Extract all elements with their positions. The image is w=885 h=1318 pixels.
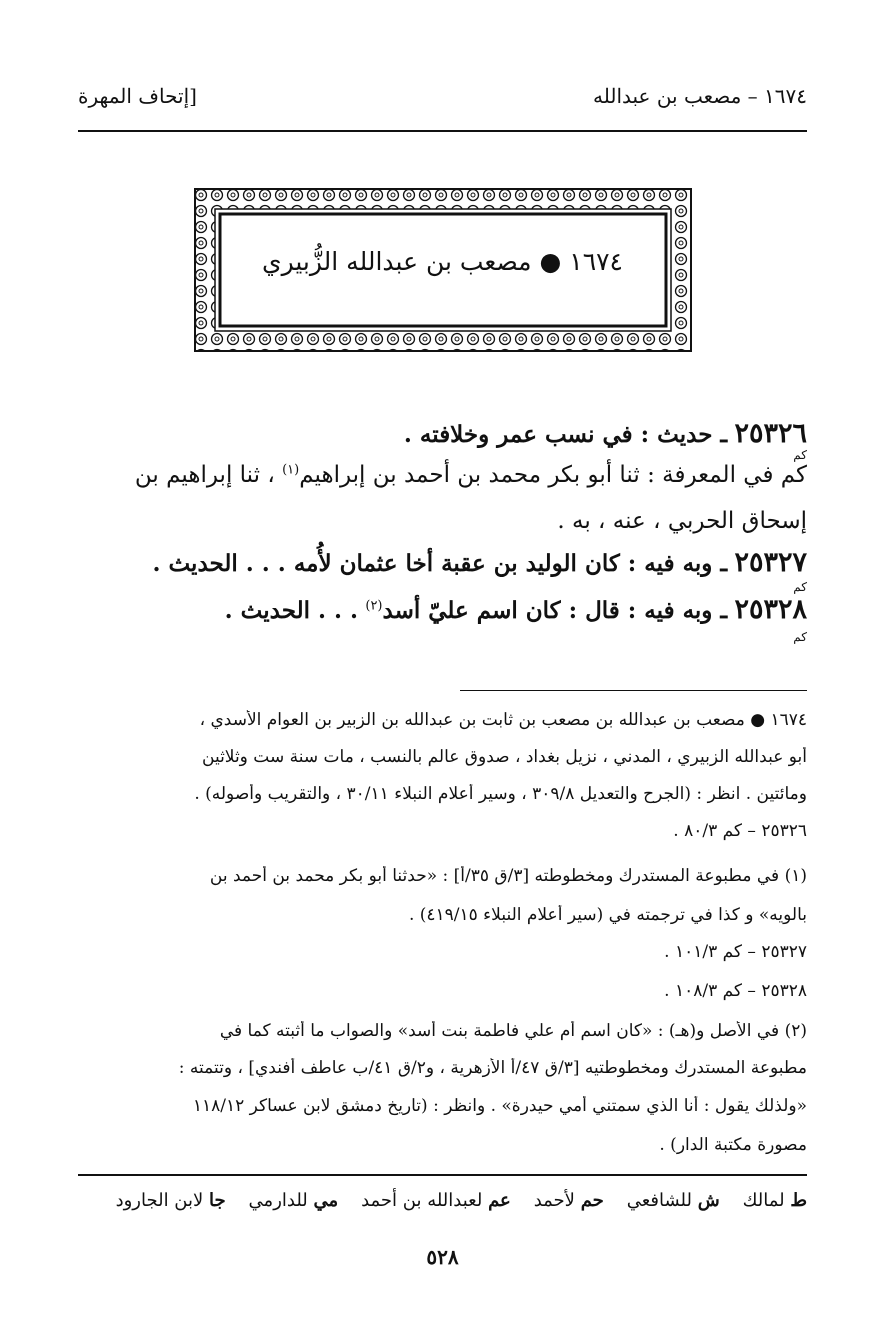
footnote-ref-2: (٢) (365, 598, 383, 614)
entry-number: ٢٥٣٢٦ (734, 418, 807, 449)
abbrev-item: ش للشافعي (626, 1190, 720, 1211)
running-header-book: [إتحاف المهرة (78, 84, 197, 108)
footnote-line: ومائتين . انظر : (الجرح والتعديل ٣٠٩/٨ ، وسير أعلام النبلاء ٣٠/١١ ، والتقريب وأصوله) . (194, 784, 807, 804)
footnote-line: ٢٥٣٢٨ – كم ١٠٨/٣ . (664, 981, 807, 1001)
hadith-entry-25326 (404, 418, 807, 449)
abbrev-item: جا لابن الجارود (115, 1190, 226, 1211)
bottom-rule (78, 1174, 807, 1176)
footnote-line: أبو عبدالله الزبيري ، المدني ، نزيل بغداد ، صدوق عالم بالنسب ، مات سنة ست وثلاثين (202, 747, 807, 767)
abbrev-item: مي للدارمي (248, 1190, 339, 1211)
abbrev-item: عم لعبدالله بن أحمد (361, 1190, 511, 1211)
entry-text: ـ حديث : في نسب عمر وخلافته . (403, 421, 728, 448)
entry-isnad-line: كم في المعرفة : ثنا أبو بكر محمد بن أحمد بن إبراهيم$^{(١)}$ ، ثنا إبراهيم بن (134, 462, 807, 488)
chapter-title: ١٦٧٤ ● مصعب بن عبدالله الزُّبيري (262, 247, 623, 276)
source-code: كم (793, 630, 807, 644)
entry-number: ٢٥٣٢٨ (734, 594, 807, 625)
footnote-line: بالويه» و كذا في ترجمته في (سير أعلام النبلاء ٤١٩/١٥) . (408, 905, 807, 925)
footnote-line: (٢) في الأصل و(هـ) : «كان اسم أم علي فاطمة بنت أسد» والصواب ما أثبته كما في (219, 1021, 807, 1041)
hadith-entry-25328: ٢٥٣٢٨ ـ وبه فيه : قال : كان اسم عليّ أسد$^{(٢)}$ . . . الحديث . (224, 594, 807, 625)
abbrev-item: ط لمالك (742, 1190, 807, 1211)
page-number: ٥٢٨ (426, 1245, 459, 1269)
footnote-line: ٢٥٣٢٧ – كم ١٠١/٣ . (664, 942, 807, 962)
footnote-line: (١) في مطبوعة المستدرك ومخطوطته [٣/ق ٣٥/أ] : «حدثنا أبو بكر محمد بن أحمد بن (209, 866, 807, 886)
footnote-line: ١٦٧٤ ● مصعب بن عبدالله بن مصعب بن ثابت بن عبدالله بن الزبير بن العوام الأسدي ، (199, 710, 807, 730)
footnote-line: ٢٥٣٢٦ – كم ٨٠/٣ . (673, 821, 807, 841)
footnote-ref-1: (١) (282, 462, 300, 478)
running-header-title: ١٦٧٤ – مصعب بن عبدالله (593, 84, 807, 108)
footnote-line: مطبوعة المستدرك ومخطوطتيه [٣/ق ٤٧/أ الأزهرية ، و٢/ق ٤١/ب عاطف أفندي] ، وتتمته : (178, 1058, 807, 1078)
entry-number: ٢٥٣٢٧ (734, 547, 807, 578)
hadith-entry-25327 (152, 547, 807, 578)
abbreviation-key (78, 1190, 807, 1211)
header-rule (78, 130, 807, 132)
entry-text: ـ وبه فيه : كان الوليد بن عقبة أخا عثمان لأُمه . . . الحديث . (152, 550, 728, 577)
source-code: كم (793, 448, 807, 462)
footnote-rule (460, 690, 807, 691)
source-code: كم (793, 580, 807, 594)
footnote-line: مصورة مكتبة الدار) . (659, 1135, 807, 1155)
footnote-line: «ولذلك يقول : أنا الذي سمتني أمي حيدرة» . وانظر : (تاريخ دمشق لابن عساكر ١١٨/١٢ (192, 1096, 807, 1116)
abbrev-item: حم لأحمد (533, 1190, 604, 1211)
entry-isnad-line-2: إسحاق الحربي ، عنه ، به . (557, 508, 807, 534)
